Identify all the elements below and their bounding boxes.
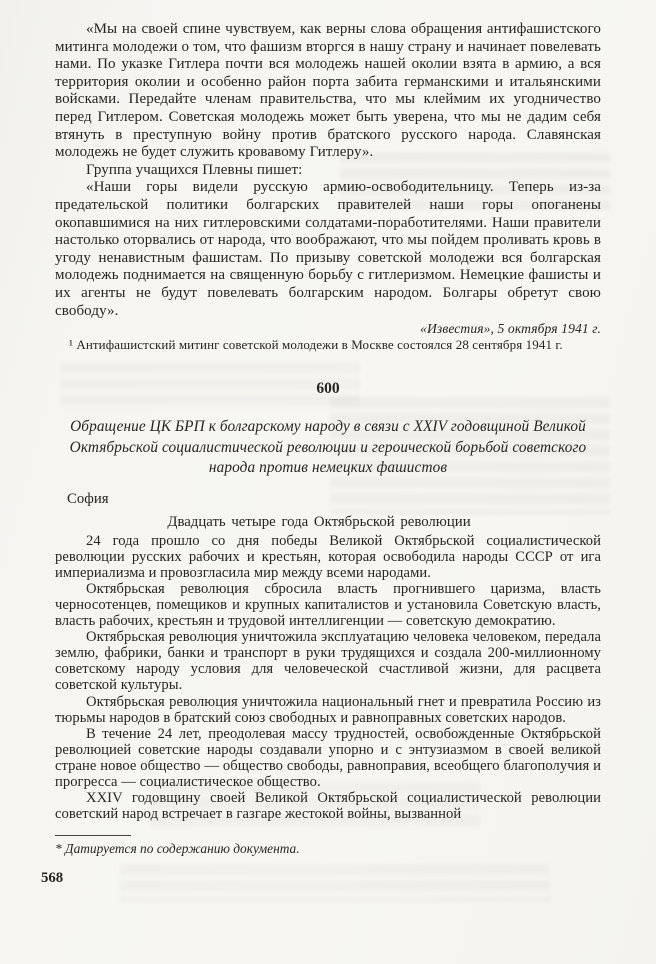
body-paragraph: 24 года прошло со дня победы Великой Октябрьской социалистической революции русских рабочих и крестьян, которая освободила народы СССР от ига империализма и провозгласила мир между всеми народами. bbox=[55, 532, 601, 581]
body-paragraph: Октябрьская революция уничтожила национальный гнет и превратила Россию из тюрьмы народов в братский союз свободных и равноправных советских народов. bbox=[55, 693, 601, 726]
footnote: ¹ Антифашистский митинг советской молодежи в Москве состоялся 28 сентября 1941 г. bbox=[69, 337, 563, 353]
source-attribution: «Известия», 5 октября 1941 г. bbox=[420, 321, 601, 337]
body-paragraph: Октябрьская революция сбросила власть прогнившего царизма, власть черносотенцев, помещиков и крупных капиталистов и установила Советскую власть, власть рабочих, крестьян и трудовой интеллигенции — советскую демократию. bbox=[55, 580, 601, 630]
body-paragraph: XXIV годовщину своей Великой Октябрьской социалистической революции советский народ встречает в газгаре жестокой войны, вызванной bbox=[55, 790, 601, 823]
document-heading: Двадцать четыре года Октябрьской революции bbox=[167, 513, 471, 530]
body-paragraph: Октябрьская революция уничтожила эксплуатацию человека человеком, передала землю, фабрики, банки и транспорт в руки трудящихся и создала 200-миллионному советскому народу условия для человеческой счастливой жизни, для расцвета советской культуры. bbox=[55, 629, 601, 694]
footnote-separator bbox=[55, 835, 131, 836]
quote-paragraph: «Мы на своей спине чувствуем, как верны слова обращения антифашистского митинга молодежи о том, что фашизм вторгся в нашу страну и начинает повелевать нами. По указке Гитлера почти вся молодежь нашей околии взята в армию, а вся территория околии и особенно район порта забита германскими и итальянскими войсками. Передайте членам правительства, что мы клеймим их угодничество перед Гитлером. Советская молодежь может быть уверена, что мы не дадим себя втянуть в преступную войну против братского русского народа. Славянская молодежь не будет служить кровавому Гитлеру». bbox=[55, 21, 601, 161]
document-body bbox=[55, 533, 601, 823]
document-number: 600 bbox=[316, 380, 340, 398]
body-paragraph: В течение 24 лет, преодолевая массу трудностей, освобожденные Октябрьской революцией советские народы создавали упорно и с энтузиазмом в своей великой стране новое общество — общество свободы, равноправия, всеобщего благополучия и прогресса — социалистическое общество. bbox=[55, 725, 601, 790]
document-title: Обращение ЦК БРП к болгарскому народу в связи с XXIV годовщиной Великой Октябрьской социалистической революции и героической борьбой советского народа против немецких фашистов bbox=[69, 418, 587, 477]
place-line: София bbox=[67, 490, 109, 507]
page-number: 568 bbox=[41, 870, 64, 887]
dating-footnote: * Датируется по содержанию документа. bbox=[55, 841, 300, 857]
previous-document-tail bbox=[55, 21, 601, 353]
speaker-line: Группа учащихся Плевны пишет: bbox=[86, 161, 303, 178]
quote-paragraph: «Наши горы видели русскую армию-освободительницу. Теперь из-за предательской политики болгарских правителей наши горы опоганены окопавшимися на них гитлеровскими солдатами-поработителями. Наши правители настолько оторвались от народа, что воображают, что мы пойдем проливать кровь в угоду ненавистным фашистам. По призыву советской молодежи вся болгарская молодежь поднимается на священную борьбу с гитлеризмом. Немецкие фашисты и их агенты не будут повелевать болгарским народом. Болгары обретут свою свободу». bbox=[55, 179, 601, 319]
